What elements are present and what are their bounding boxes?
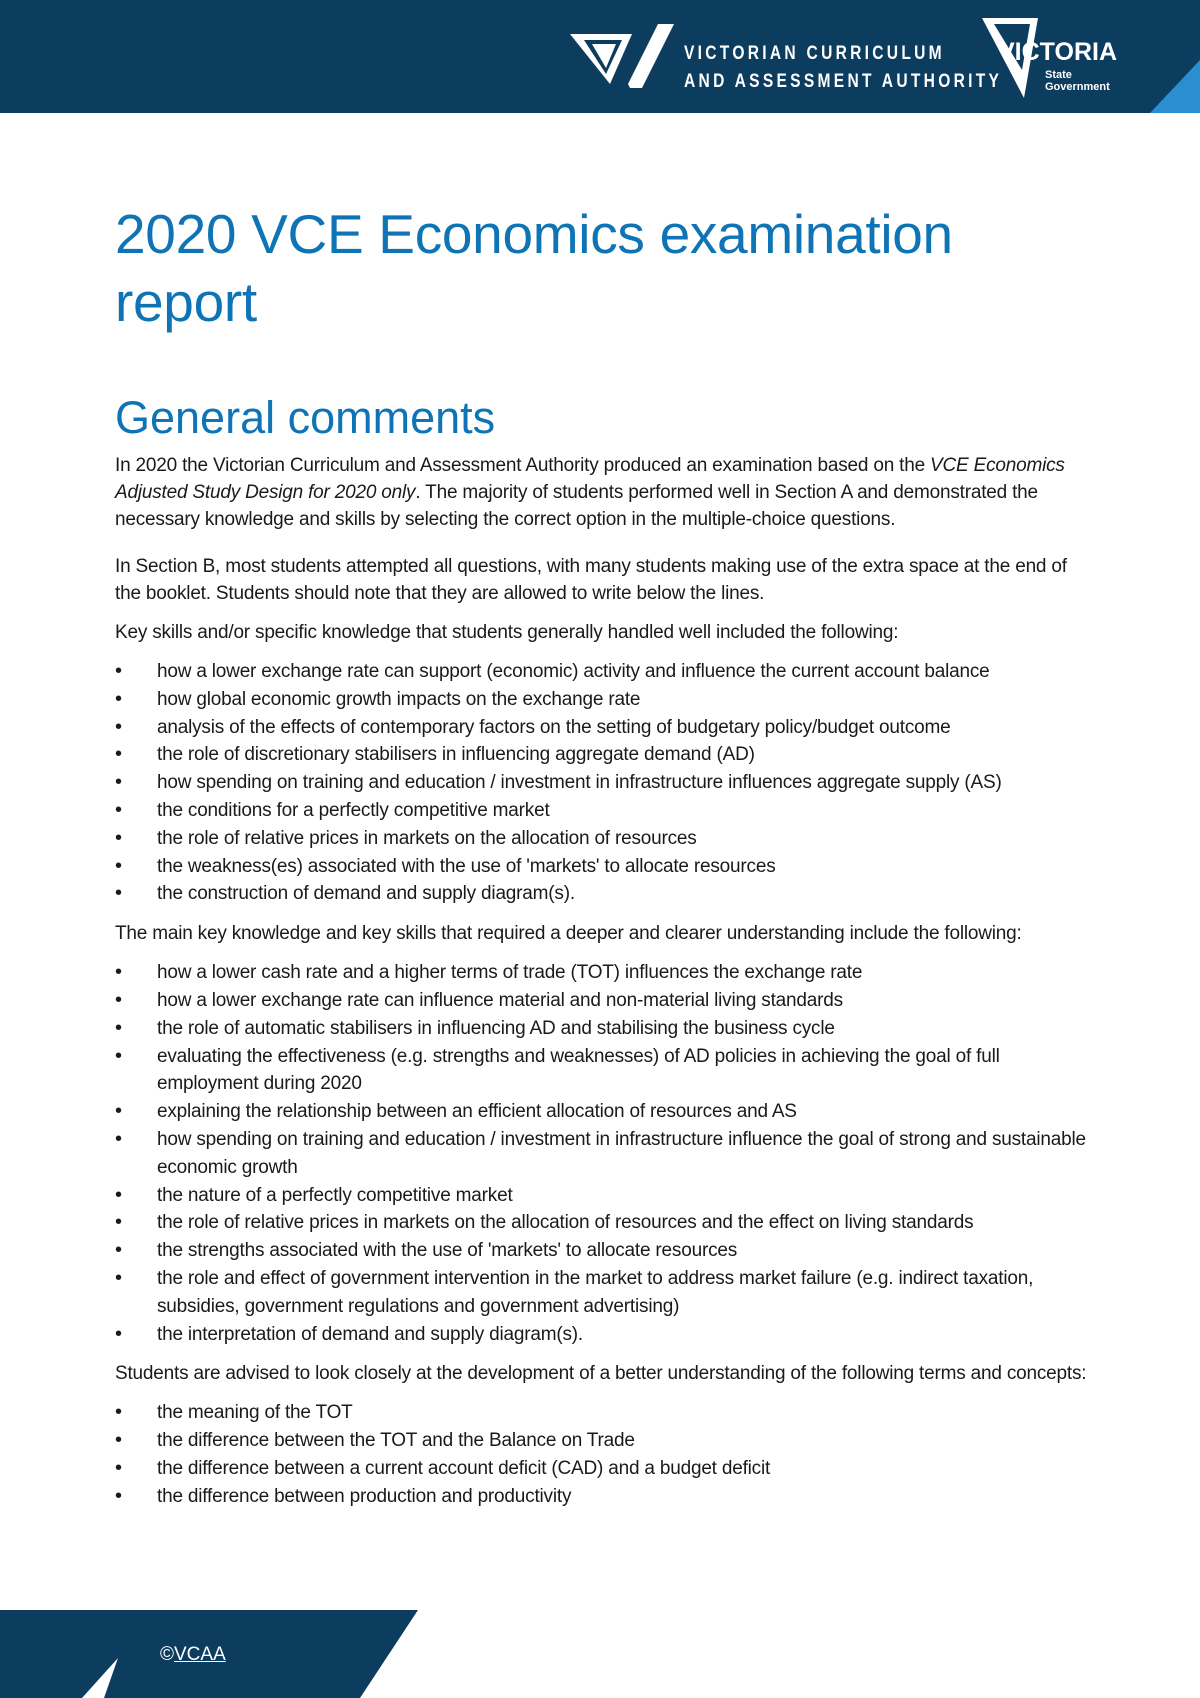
list-item: • the role of discretionary stabilisers in influencing aggregate demand (AD) bbox=[115, 741, 1090, 769]
list-item: • how a lower exchange rate can support (economic) activity and influence the current account balance bbox=[115, 658, 1090, 686]
advised-paragraph: Students are advised to look closely at the development of a better understanding of the following terms and concepts: bbox=[115, 1363, 1087, 1385]
vcaa-link[interactable]: VCAA bbox=[174, 1644, 226, 1665]
list-item: • how spending on training and education / investment in infrastructure influence the goal of strong and sustainable economic growth bbox=[115, 1126, 1090, 1182]
vcaa-wordmark bbox=[684, 40, 1002, 96]
copyright-symbol: © bbox=[160, 1644, 174, 1665]
page-header bbox=[0, 0, 1200, 113]
deeper-understanding-paragraph: The main key knowledge and key skills that required a deeper and clearer understanding include the following: bbox=[115, 923, 1022, 945]
list-item: • the nature of a perfectly competitive market bbox=[115, 1182, 1090, 1210]
page-title bbox=[115, 200, 1090, 336]
list-item: • the weakness(es) associated with the use of 'markets' to allocate resources bbox=[115, 853, 1090, 881]
list-item: • the conditions for a perfectly competitive market bbox=[115, 797, 1090, 825]
handled-well-list bbox=[115, 658, 1090, 908]
section-b-paragraph: In Section B, most students attempted all questions, with many students making use of the extra space at the end of the booklet. Students should note that they are allowed to write below the lines. bbox=[115, 556, 1067, 604]
deeper-understanding-list bbox=[115, 959, 1090, 1348]
title-line2: report bbox=[115, 271, 257, 333]
list-item: • the construction of demand and supply diagram(s). bbox=[115, 880, 1090, 908]
list-item: • the interpretation of demand and supply diagram(s). bbox=[115, 1321, 1090, 1349]
list-item: • the meaning of the TOT bbox=[115, 1399, 1090, 1427]
list-item: • analysis of the effects of contemporary factors on the setting of budgetary policy/budget outcome bbox=[115, 714, 1090, 742]
header-stripe-accent bbox=[1140, 0, 1200, 113]
list-item: • the role of relative prices in markets on the allocation of resources bbox=[115, 825, 1090, 853]
gov-sub-line2: Government bbox=[1045, 81, 1110, 93]
handled-well-paragraph: Key skills and/or specific knowledge that students generally handled well included the following: bbox=[115, 622, 899, 643]
org-name-line1: VICTORIAN CURRICULUM bbox=[684, 43, 945, 64]
list-item: • the difference between the TOT and the Balance on Trade bbox=[115, 1427, 1090, 1455]
list-item: • the role and effect of government intervention in the market to address market failure (e.g. indirect taxation, subsidies, government regulations and government advertising) bbox=[115, 1265, 1090, 1321]
list-item: • how a lower cash rate and a higher terms of trade (TOT) influences the exchange rate bbox=[115, 959, 1090, 987]
list-item: • evaluating the effectiveness (e.g. strengths and weaknesses) of AD policies in achieving the goal of full employment during 2020 bbox=[115, 1043, 1090, 1099]
victoria-wordmark: VICTORIA bbox=[998, 38, 1117, 66]
gov-sub-line1: State bbox=[1045, 69, 1072, 81]
title-line1: 2020 VCE Economics examination bbox=[115, 203, 953, 265]
list-item: • the role of automatic stabilisers in influencing AD and stabilising the business cycle bbox=[115, 1015, 1090, 1043]
list-item: • how a lower exchange rate can influence material and non-material living standards bbox=[115, 987, 1090, 1015]
list-item: • how global economic growth impacts on the exchange rate bbox=[115, 686, 1090, 714]
list-item: • the role of relative prices in markets on the allocation of resources and the effect on living standards bbox=[115, 1209, 1090, 1237]
list-item: • the difference between production and productivity bbox=[115, 1483, 1090, 1511]
intro-text-start: In 2020 the Victorian Curriculum and Assessment Authority produced an examination based on the bbox=[115, 455, 931, 476]
section-heading: General comments bbox=[115, 392, 496, 443]
terms-list bbox=[115, 1399, 1090, 1510]
copyright-notice bbox=[160, 1644, 226, 1666]
list-item: • how spending on training and education / investment in infrastructure influences aggregate supply (AS) bbox=[115, 769, 1090, 797]
org-name-line2: AND ASSESSMENT AUTHORITY bbox=[684, 71, 1003, 92]
study-design-title: VCE Economics Adjusted Study Design for 2020 only bbox=[115, 455, 1065, 503]
intro-paragraph bbox=[115, 452, 1090, 533]
list-item: • the difference between a current account deficit (CAD) and a budget deficit bbox=[115, 1455, 1090, 1483]
document-body bbox=[115, 200, 1090, 1523]
state-government-label bbox=[1045, 69, 1110, 93]
intro-text-end: . The majority of students performed well in Section A and demonstrated the necessary knowledge and skills by selecting the correct option in the multiple-choice questions. bbox=[115, 482, 1038, 530]
list-item: • explaining the relationship between an efficient allocation of resources and AS bbox=[115, 1098, 1090, 1126]
list-item: • the strengths associated with the use of 'markets' to allocate resources bbox=[115, 1237, 1090, 1265]
vcaa-logo-icon bbox=[570, 22, 680, 94]
